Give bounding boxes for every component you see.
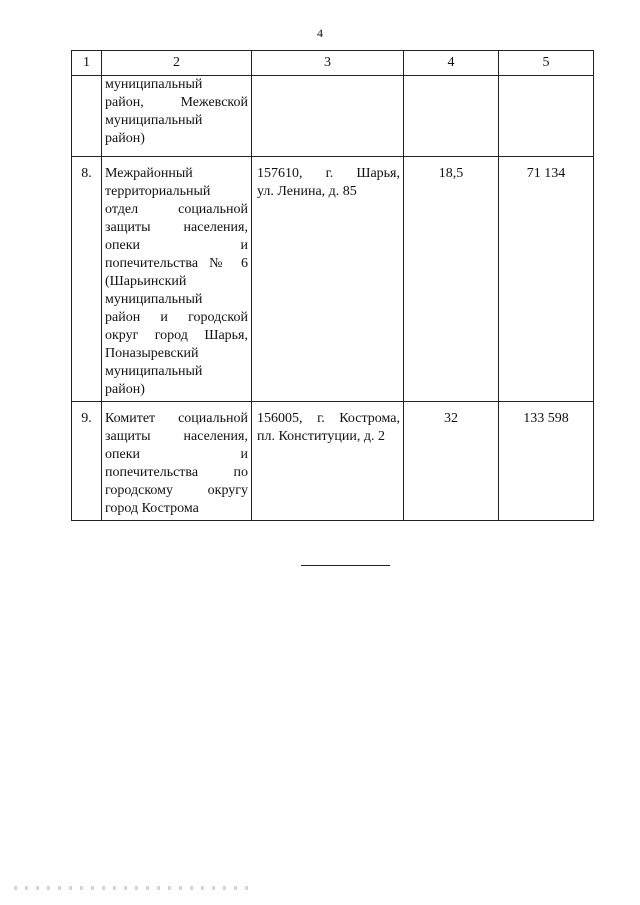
address-line: ул. Ленина, д. 85 <box>257 184 357 199</box>
cont-col5-cell <box>499 76 594 157</box>
address-cell <box>252 157 404 402</box>
cont-name-cell <box>102 76 252 157</box>
header-col-4: 4 <box>404 51 499 76</box>
name-line: Межрайонный <box>105 166 193 181</box>
cont-address-cell <box>252 76 404 157</box>
name-line: район) <box>105 131 145 146</box>
name-line: Комитет социальной <box>105 411 248 426</box>
org-name-cell <box>102 402 252 521</box>
name-line: муниципальный <box>105 292 203 307</box>
cont-num-cell <box>72 76 102 157</box>
name-line: городскому округу <box>105 483 248 498</box>
scan-artifact <box>14 886 254 890</box>
name-line: отдел социальной <box>105 202 248 217</box>
col5-value: 133 598 <box>499 402 594 521</box>
header-col-2: 2 <box>102 51 252 76</box>
separator-rule <box>301 565 390 566</box>
name-line: округ город Шарья, <box>105 328 248 343</box>
name-line: район и городской <box>105 310 248 325</box>
org-name-cell <box>102 157 252 402</box>
col4-value: 32 <box>404 402 499 521</box>
name-line: опеки и <box>105 238 248 253</box>
name-line: защиты населения, <box>105 220 248 235</box>
header-col-1: 1 <box>72 51 102 76</box>
address-cell <box>252 402 404 521</box>
name-line: район, Межевской <box>105 95 248 110</box>
data-table <box>71 50 594 521</box>
name-line: опеки и <box>105 447 248 462</box>
name-line: попечительства по <box>105 465 248 480</box>
name-line: район) <box>105 382 145 397</box>
page-number: 4 <box>317 26 323 40</box>
cont-col4-cell <box>404 76 499 157</box>
header-col-5: 5 <box>499 51 594 76</box>
row-number: 9. <box>72 402 102 521</box>
row-number: 8. <box>72 157 102 402</box>
col4-value: 18,5 <box>404 157 499 402</box>
address-line: 157610, г. Шарья, <box>257 166 400 181</box>
name-line: (Шарьинский <box>105 274 187 289</box>
name-line: муниципальный <box>105 364 203 379</box>
table-row <box>72 157 594 402</box>
name-line: Поназыревский <box>105 346 199 361</box>
col5-value: 71 134 <box>499 157 594 402</box>
address-line: пл. Конституции, д. 2 <box>257 429 385 444</box>
header-col-3: 3 <box>252 51 404 76</box>
name-line: территориальный <box>105 184 211 199</box>
table-row <box>72 402 594 521</box>
table-row-continuation <box>72 76 594 157</box>
name-line: муниципальный <box>105 77 203 92</box>
name-line: попечительства № 6 <box>105 256 248 271</box>
name-line: город Кострома <box>105 501 199 516</box>
table-header-row <box>72 51 594 76</box>
address-line: 156005, г. Кострома, <box>257 411 400 426</box>
name-line: муниципальный <box>105 113 203 128</box>
name-line: защиты населения, <box>105 429 248 444</box>
